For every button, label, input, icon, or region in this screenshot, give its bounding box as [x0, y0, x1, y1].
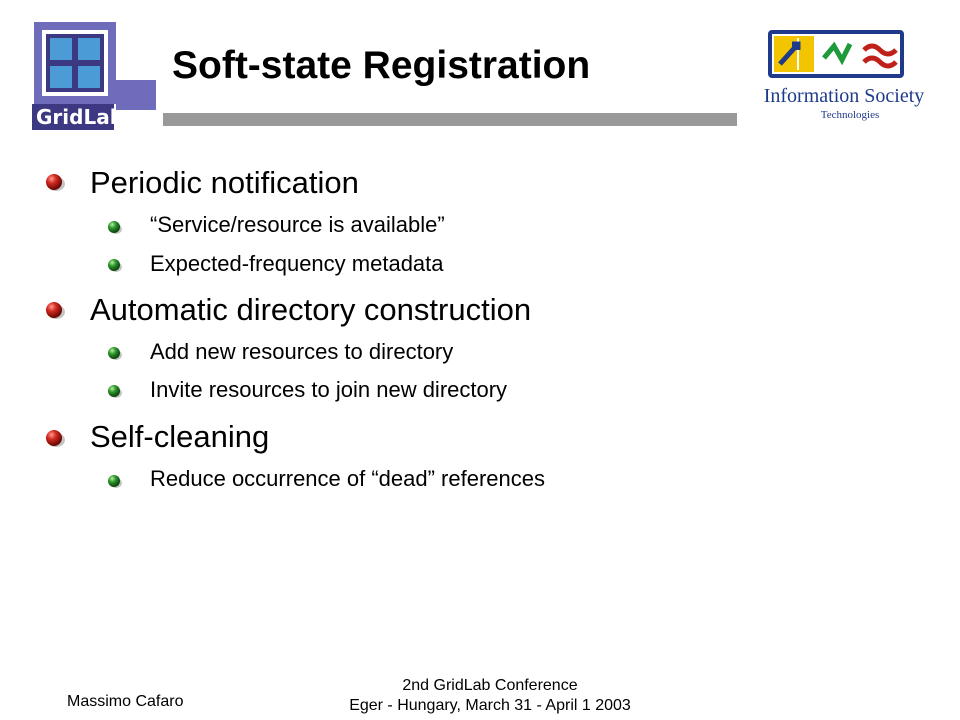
sub-bullet-invite-resources: Invite resources to join new directory	[150, 377, 508, 402]
bullet-self-cleaning: Self-cleaning	[90, 419, 270, 454]
bullet-periodic-notification: Periodic notification	[90, 165, 359, 200]
bullet-red-icon	[44, 300, 66, 322]
ist-logo-line1: Information Society	[763, 85, 925, 107]
sub-bullet-expected-frequency: Expected-frequency metadata	[150, 251, 444, 276]
bullet-green-icon	[107, 474, 123, 490]
sub-bullet-service-available: “Service/resource is available”	[150, 212, 445, 237]
bullet-green-icon	[107, 346, 123, 362]
bullet-green-icon	[107, 220, 123, 236]
bullet-red-icon	[44, 172, 66, 194]
slide-title: Soft-state Registration	[172, 44, 591, 87]
bullet-green-icon	[107, 384, 123, 400]
footer-conference	[300, 676, 680, 716]
footer-author: Massimo Cafaro	[67, 693, 184, 710]
ist-logo	[746, 22, 942, 126]
footer-conference-line1: 2nd GridLab Conference	[402, 677, 578, 694]
bullet-red-icon	[44, 428, 66, 450]
title-underline-bar	[163, 113, 737, 126]
footer-conference-line2: Eger - Hungary, March 31 - April 1 2003	[349, 697, 631, 714]
ist-logo-line2: Technologies	[820, 109, 880, 121]
gridlab-logo-text: GridLab	[36, 105, 125, 129]
bullet-green-icon	[107, 258, 123, 274]
sub-bullet-add-resources: Add new resources to directory	[150, 339, 454, 364]
bullet-automatic-directory: Automatic directory construction	[90, 292, 532, 327]
sub-bullet-reduce-dead-references: Reduce occurrence of “dead” references	[150, 466, 545, 491]
gridlab-logo	[12, 20, 160, 135]
